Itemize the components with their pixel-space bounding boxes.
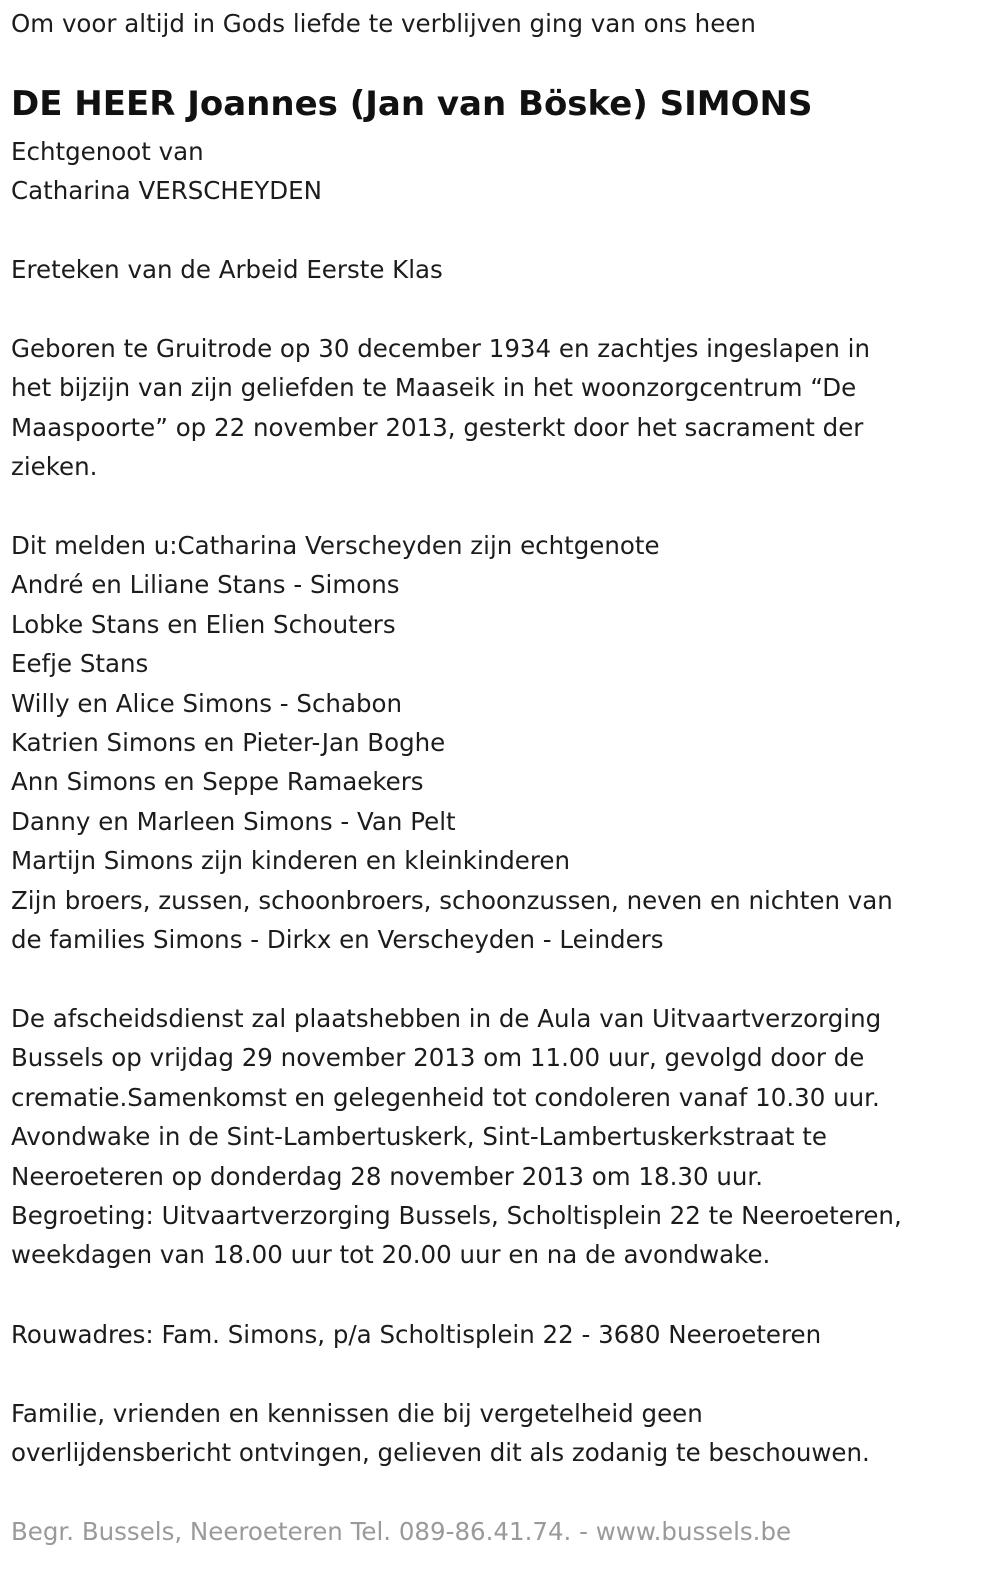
spouse-line: Catharina VERSCHEYDEN	[11, 176, 322, 206]
family-list	[11, 526, 893, 959]
ceremony-line: Bussels op vrijdag 29 november 2013 om 11.00 uur, gevolgd door de	[11, 1043, 865, 1073]
family-line: Martijn Simons zijn kinderen en kleinkinderen	[11, 846, 570, 876]
birth-line: Maaspoorte” op 22 november 2013, gesterkt door het sacrament der	[11, 412, 864, 442]
birth-paragraph	[11, 329, 870, 487]
family-line: Zijn broers, zussen, schoonbroers, schoonzussen, neven en nichten van	[11, 885, 893, 915]
ceremony-line: weekdagen van 18.00 uur tot 20.00 uur en na de avondwake.	[11, 1240, 771, 1270]
mourning-address	[11, 1315, 821, 1354]
birth-line: zieken.	[11, 452, 98, 482]
address-text: Rouwadres: Fam. Simons, p/a Scholtisplein 22 - 3680 Neeroeteren	[11, 1320, 822, 1349]
ceremony-line: Begroeting: Uitvaartverzorging Bussels, Scholtisplein 22 te Neeroeteren,	[11, 1201, 902, 1231]
family-line: Danny en Marleen Simons - Van Pelt	[11, 806, 456, 836]
spouse-block	[11, 132, 322, 211]
family-line: André en Liliane Stans - Simons	[11, 570, 400, 600]
honor-text: Ereteken van de Arbeid Eerste Klas	[11, 255, 443, 284]
ceremony-line: Avondwake in de Sint-Lambertuskerk, Sint-Lambertuskerkstraat te	[11, 1122, 827, 1152]
ceremony-line: crematie.Samenkomst en gelegenheid tot condoleren vanaf 10.30 uur.	[11, 1082, 880, 1112]
family-line: Ann Simons en Seppe Ramaekers	[11, 767, 424, 797]
ceremony-line: De afscheidsdienst zal plaatshebben in de Aula van Uitvaartverzorging	[11, 1004, 882, 1033]
notice-line: overlijdensbericht ontvingen, gelieven dit als zodanig te beschouwen.	[11, 1438, 870, 1468]
intro-text: Om voor altijd in Gods liefde te verblijven ging van ons heen	[11, 9, 756, 38]
funeral-home-footer: Begr. Bussels, Neeroeteren Tel. 089-86.41.74. - www.bussels.be	[11, 1517, 792, 1546]
deceased-name: DE HEER Joannes (Jan van Böske) SIMONS	[11, 84, 813, 124]
family-line: Lobke Stans en Elien Schouters	[11, 609, 396, 639]
family-line: Willy en Alice Simons - Schabon	[11, 688, 403, 718]
notice-line: Familie, vrienden en kennissen die bij vergetelheid geen	[11, 1399, 703, 1428]
birth-line: Geboren te Gruitrode op 30 december 1934 en zachtjes ingeslapen in	[11, 334, 870, 363]
birth-line: het bijzijn van zijn geliefden te Maaseik in het woonzorgcentrum “De	[11, 373, 857, 403]
ceremony-paragraph	[11, 999, 902, 1275]
family-line: Dit melden u:Catharina Verscheyden zijn echtgenote	[11, 531, 660, 560]
honor-block	[11, 250, 443, 289]
family-line: Eefje Stans	[11, 649, 149, 679]
family-line: de families Simons - Dirkx en Verscheyden - Leinders	[11, 925, 664, 955]
notice-paragraph	[11, 1394, 870, 1473]
family-line: Katrien Simons en Pieter-Jan Boghe	[11, 728, 446, 758]
ceremony-line: Neeroeteren op donderdag 28 november 2013 om 18.30 uur.	[11, 1161, 764, 1191]
spouse-line: Echtgenoot van	[11, 137, 204, 166]
